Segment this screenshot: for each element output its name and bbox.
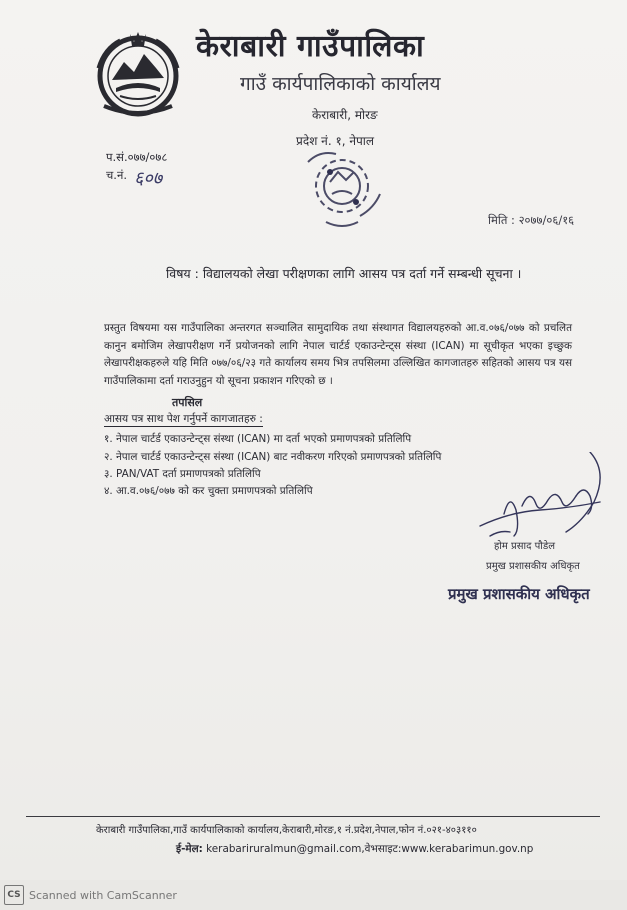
office-province: प्रदेश नं. १, नेपाल — [296, 134, 375, 148]
camscanner-text: Scanned with CamScanner — [29, 888, 177, 902]
website-label: ,वेभसाइट: — [361, 843, 402, 855]
designation-stamp: प्रमुख प्रशासकीय अधिकृत — [448, 585, 590, 603]
footer-divider — [26, 816, 600, 817]
document-list-item: १. नेपाल चार्टर्ड एकाउन्टेन्ट्स संस्था (ICAN) मा दर्ता भएको प्रमाणपत्रको प्रतिलिपि — [104, 433, 412, 445]
website-url: www.kerabarimun.gov.np — [401, 843, 534, 855]
email-address: kerabariruralmun@gmail.com — [206, 843, 362, 855]
office-name: गाउँ कार्यपालिकाको कार्यालय — [240, 73, 441, 95]
signatory-name: होम प्रसाद पौडेल — [494, 541, 555, 552]
date-label: मिति : — [488, 213, 515, 227]
handwritten-signature-icon — [470, 452, 610, 552]
details-heading: तपसिल — [172, 396, 203, 409]
nepal-emblem-icon — [90, 28, 186, 120]
notice-body: प्रस्तुत विषयमा यस गाउँपालिका अन्तरगत सञ्चालित सामुदायिक तथा संस्थागत विद्यालयहरुको आ.व.०७६/०७७ को प्रचलित कानुन बमोजिम लेखापरीक्षण गर्ने प्रयोजनको लागि नेपाल चार्टर्ड एकाउन्टेन्ट्स संस्था (ICAN) मा सूचीकृत भएका इच्छुक लेखापरीक्षकहरुले यहि मिति ०७७/०६/२३ गते कार्यालय समय भित्र तपसिलमा उल्लिखित कागजातहरु सहितको आसय पत्र यस गाउँपालिकामा दर्ता गराउनुहुन यो सूचना प्रकाशन गरिएको छ । — [104, 322, 572, 387]
footer-address: केराबारी गाउँपालिका,गाउँ कार्यपालिकाको कार्यालय,केराबारी,मोरङ,१ नं.प्रदेश,नेपाल,फोन नं.०२१-४०३११० — [96, 825, 477, 836]
date-value: २०७७/०६/१६ — [518, 213, 575, 227]
official-stamp-icon — [290, 142, 390, 232]
camscanner-logo-icon: CS — [4, 885, 24, 905]
footer-contact — [176, 842, 533, 856]
email-label: ई-मेल: — [176, 843, 203, 855]
document-list-item: ३. PAN/VAT दर्ता प्रमाणपत्रको प्रतिलिपि — [104, 468, 261, 480]
subject-line: विषय : विद्यालयको लेखा परीक्षणका लागि आसय पत्र दर्ता गर्ने सम्बन्धी सूचना । — [166, 266, 522, 281]
office-address: केराबारी, मोरङ — [312, 108, 378, 122]
municipality-title: केराबारी गाउँपालिका — [196, 29, 425, 64]
dispatch-number-handwritten: ६०७ — [134, 168, 163, 189]
document-list-item: २. नेपाल चार्टर्ड एकाउन्टेन्ट्स संस्था (ICAN) बाट नवीकरण गरिएको प्रमाणपत्रको प्रतिलिपि — [104, 451, 442, 463]
reference-number: प.सं.०७७/०७८ — [106, 150, 168, 164]
documents-heading: आसय पत्र साथ पेश गर्नुपर्ने कागजातहरु : — [104, 413, 263, 425]
issue-date — [488, 213, 574, 228]
document-list-item: ४. आ.व.०७६/०७७ को कर चुक्ता प्रमाणपत्रको प्रतिलिपि — [104, 485, 313, 497]
camscanner-watermark — [0, 884, 177, 906]
dispatch-number-label: च.नं. — [106, 168, 127, 182]
signatory-designation: प्रमुख प्रशासकीय अधिकृत — [486, 561, 580, 572]
